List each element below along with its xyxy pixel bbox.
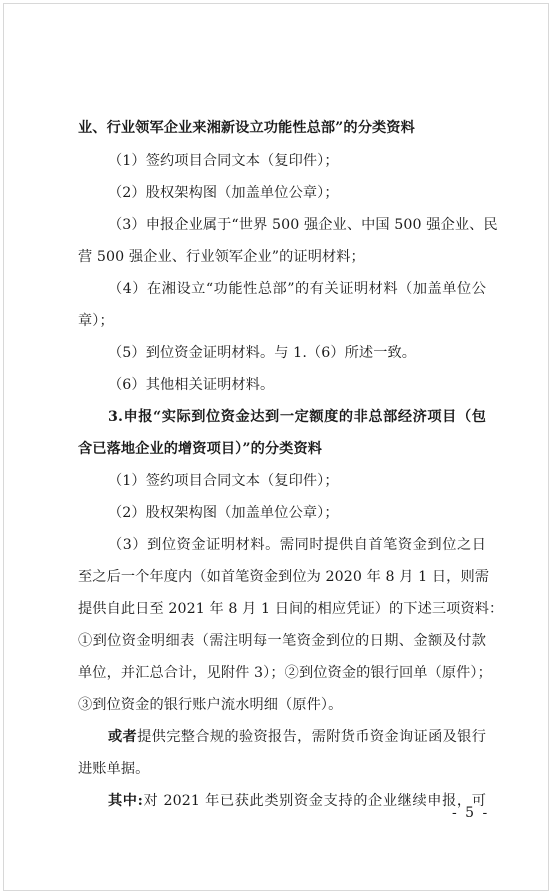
note-text: 对 2021 年已获此类别资金支持的企业继续申报，可: [142, 793, 486, 809]
alternative-text: 提供完整合规的验资报告，需附货币资金询证函及银行: [137, 729, 487, 745]
sec2-item-3-line1: （3）申报企业属于“世界 500 强企业、中国 500 强企业、民: [108, 217, 498, 233]
alternative-lead: 或者: [108, 729, 138, 745]
sec3-item-3-line6: ③到位资金的银行账户流水明细（原件）。: [78, 697, 343, 713]
page-number: - 5 -: [452, 805, 490, 821]
sec2-item-4-line1: （4）在湘设立“功能性总部”的有关证明材料（加盖单位公: [108, 281, 486, 297]
section-3-heading-line1: 3.申报“实际到位资金达到一定额度的非总部经济项目（包: [108, 409, 486, 425]
sec2-item-2: （2）股权架构图（加盖单位公章）；: [108, 185, 339, 201]
sec2-item-3-line2: 营 500 强企业、行业领军企业”的证明材料；: [78, 249, 365, 265]
sec3-item-1: （1）签约项目合同文本（复印件）；: [108, 473, 339, 489]
section-3-heading-line2: 含已落地企业的增资项目）”的分类资料: [78, 441, 323, 457]
sec3-item-3-line2: 至之后一个年度内（如首笔资金到位为 2020 年 8 月 1 日，则需: [78, 569, 490, 585]
note-paragraph: [78, 791, 486, 811]
sec2-item-4-line2: 章）；: [78, 313, 114, 329]
sec3-item-2: （2）股权架构图（加盖单位公章）；: [108, 505, 339, 521]
alternative-paragraph-line2: 进账单据。: [78, 761, 150, 777]
sec2-item-5: （5）到位资金证明材料。与 1.（6）所述一致。: [108, 345, 417, 361]
sec2-item-1: （1）签约项目合同文本（复印件）；: [108, 153, 339, 169]
sec3-item-3-line5: 单位，并汇总合计，见附件 3）；②到位资金的银行回单（原件）；: [78, 665, 492, 681]
note-lead: 其中:: [108, 793, 143, 809]
sec3-item-3-line1: （3）到位资金证明材料。需同时提供自首笔资金到位之日: [108, 537, 486, 553]
alternative-paragraph-line1: [78, 727, 486, 747]
sec2-item-6: （6）其他相关证明材料。: [108, 377, 275, 393]
section-2-heading-continued: 业、行业领军企业来湘新设立功能性总部”的分类资料: [78, 120, 415, 136]
sec3-item-3-line3: 提供自此日至 2021 年 8 月 1 日间的相应凭证）的下述三项资料：: [78, 601, 504, 617]
sec3-item-3-line4: ①到位资金明细表（需注明每一笔资金到位的日期、金额及付款: [78, 633, 486, 649]
